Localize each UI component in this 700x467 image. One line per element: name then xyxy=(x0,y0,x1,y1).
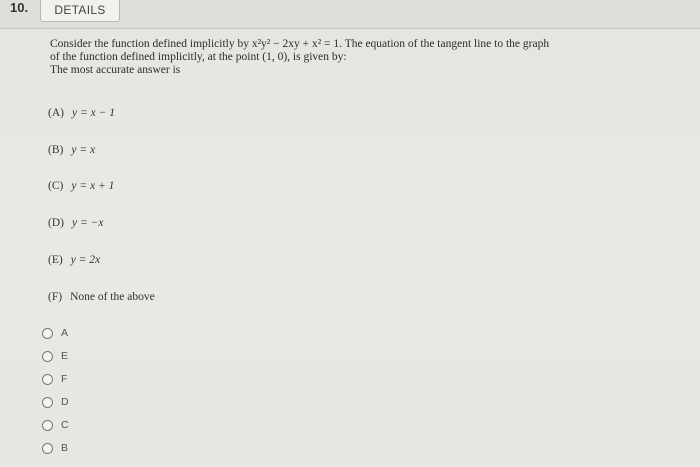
choice-letter: (A) xyxy=(48,107,64,119)
radio-circle-icon[interactable] xyxy=(42,328,53,339)
radio-label: E xyxy=(61,350,69,363)
radio-option-f[interactable] xyxy=(42,373,67,387)
radio-label: B xyxy=(61,442,69,455)
radio-label: D xyxy=(61,396,69,409)
choice-text: y = x − 1 xyxy=(71,107,115,119)
choice-b xyxy=(48,144,95,156)
radio-circle-icon[interactable] xyxy=(42,397,53,408)
choice-text: y = 2x xyxy=(70,254,101,266)
radio-circle-icon[interactable] xyxy=(42,351,53,362)
details-tab[interactable]: DETAILS xyxy=(40,0,120,22)
choice-f xyxy=(48,291,155,303)
choice-letter: (B) xyxy=(48,144,64,156)
question-text xyxy=(50,38,640,77)
radio-option-a[interactable] xyxy=(42,327,68,341)
choice-c xyxy=(48,180,114,192)
choice-text: y = x xyxy=(71,144,96,156)
radio-option-c[interactable] xyxy=(42,419,69,433)
radio-circle-icon[interactable] xyxy=(42,420,53,431)
radio-option-d[interactable] xyxy=(42,396,69,410)
radio-label: A xyxy=(61,327,69,340)
question-line-3: The most accurate answer is xyxy=(50,64,181,76)
radio-option-b[interactable] xyxy=(42,442,68,456)
radio-circle-icon[interactable] xyxy=(42,374,53,385)
question-number: 10. xyxy=(10,0,29,15)
question-line-1: Consider the function defined implicitly by x²y² − 2xy + x² = 1. The equation of the tangent line to the graph xyxy=(50,38,550,50)
choice-letter: (C) xyxy=(48,180,64,192)
choice-text: y = −x xyxy=(71,217,104,229)
question-line-2: of the function defined implicitly, at the point (1, 0), is given by: xyxy=(50,51,347,63)
choice-letter: (D) xyxy=(48,217,64,229)
choice-e xyxy=(48,254,100,266)
choice-letter: (E) xyxy=(48,254,63,266)
radio-circle-icon[interactable] xyxy=(42,443,53,454)
choice-a xyxy=(48,107,115,119)
choice-text: y = x + 1 xyxy=(71,180,115,192)
choice-letter: (F) xyxy=(48,291,63,303)
radio-label: F xyxy=(61,373,68,386)
radio-option-e[interactable] xyxy=(42,350,68,364)
choice-text: None of the above xyxy=(70,291,155,303)
choice-d xyxy=(48,217,103,229)
question-header-bar xyxy=(0,0,700,29)
radio-label: C xyxy=(61,419,69,432)
